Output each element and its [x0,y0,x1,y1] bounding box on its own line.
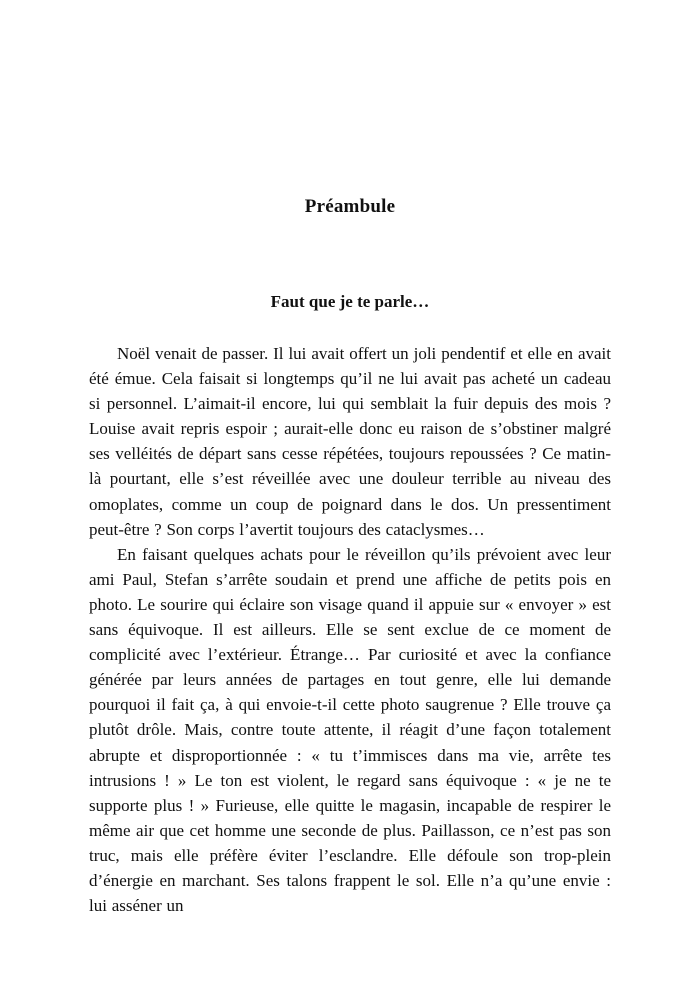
paragraph: Noël venait de passer. Il lui avait offert un joli pendentif et elle en avait été émue. Cela faisait si longtemps qu’il ne lui avait pas acheté un cadeau si personnel. L’aimait-il encore, lui qui semblait la fuir depuis des mois ? Louise avait repris espoir ; aurait-elle donc eu raison de s’obstiner malgré ses velléités de départ sans cesse répétées, toujours repoussées ? Ce matin-là pourtant, elle s’est réveillée avec une douleur terrible au niveau des omoplates, comme un coup de poignard dans le dos. Un pressentiment peut-être ? Son corps l’avertit toujours des cataclysmes… [89,344,611,539]
paragraph: En faisant quelques achats pour le réveillon qu’ils prévoient avec leur ami Paul, Stefan s’arrête soudain et prend une affiche de petits pois en photo. Le sourire qui éclaire son visage quand il appuie sur « envoyer » est sans équivoque. Il est ailleurs. Elle se sent exclue de ce moment de complicité avec l’extérieur. Étrange… Par curiosité et avec la confiance générée par leurs années de partages en tout genre, elle lui demande pourquoi il fait ça, à qui envoie-t-il cette photo saugrenue ? Elle trouve ça plutôt drôle. Mais, contre toute attente, il réagit d’une façon totalement abrupte et disproportionnée : « tu t’immisces dans ma vie, arrête tes intrusions ! » Le ton est violent, le regard sans équivoque : « je ne te supporte plus ! » Furieuse, elle quitte le magasin, incapable de respirer le même air que cet homme une seconde de plus. Paillasson, ce n’est pas son truc, mais elle préfère éviter l’esclandre. Elle défoule son trop-plein d’énergie en marchant. Ses talons frappent le sol. Elle n’a qu’une envie : lui asséner un [89,544,611,916]
section-title: Faut que je te parle… [270,292,430,311]
body-text [89,341,611,918]
chapter-title: Préambule [304,196,396,217]
